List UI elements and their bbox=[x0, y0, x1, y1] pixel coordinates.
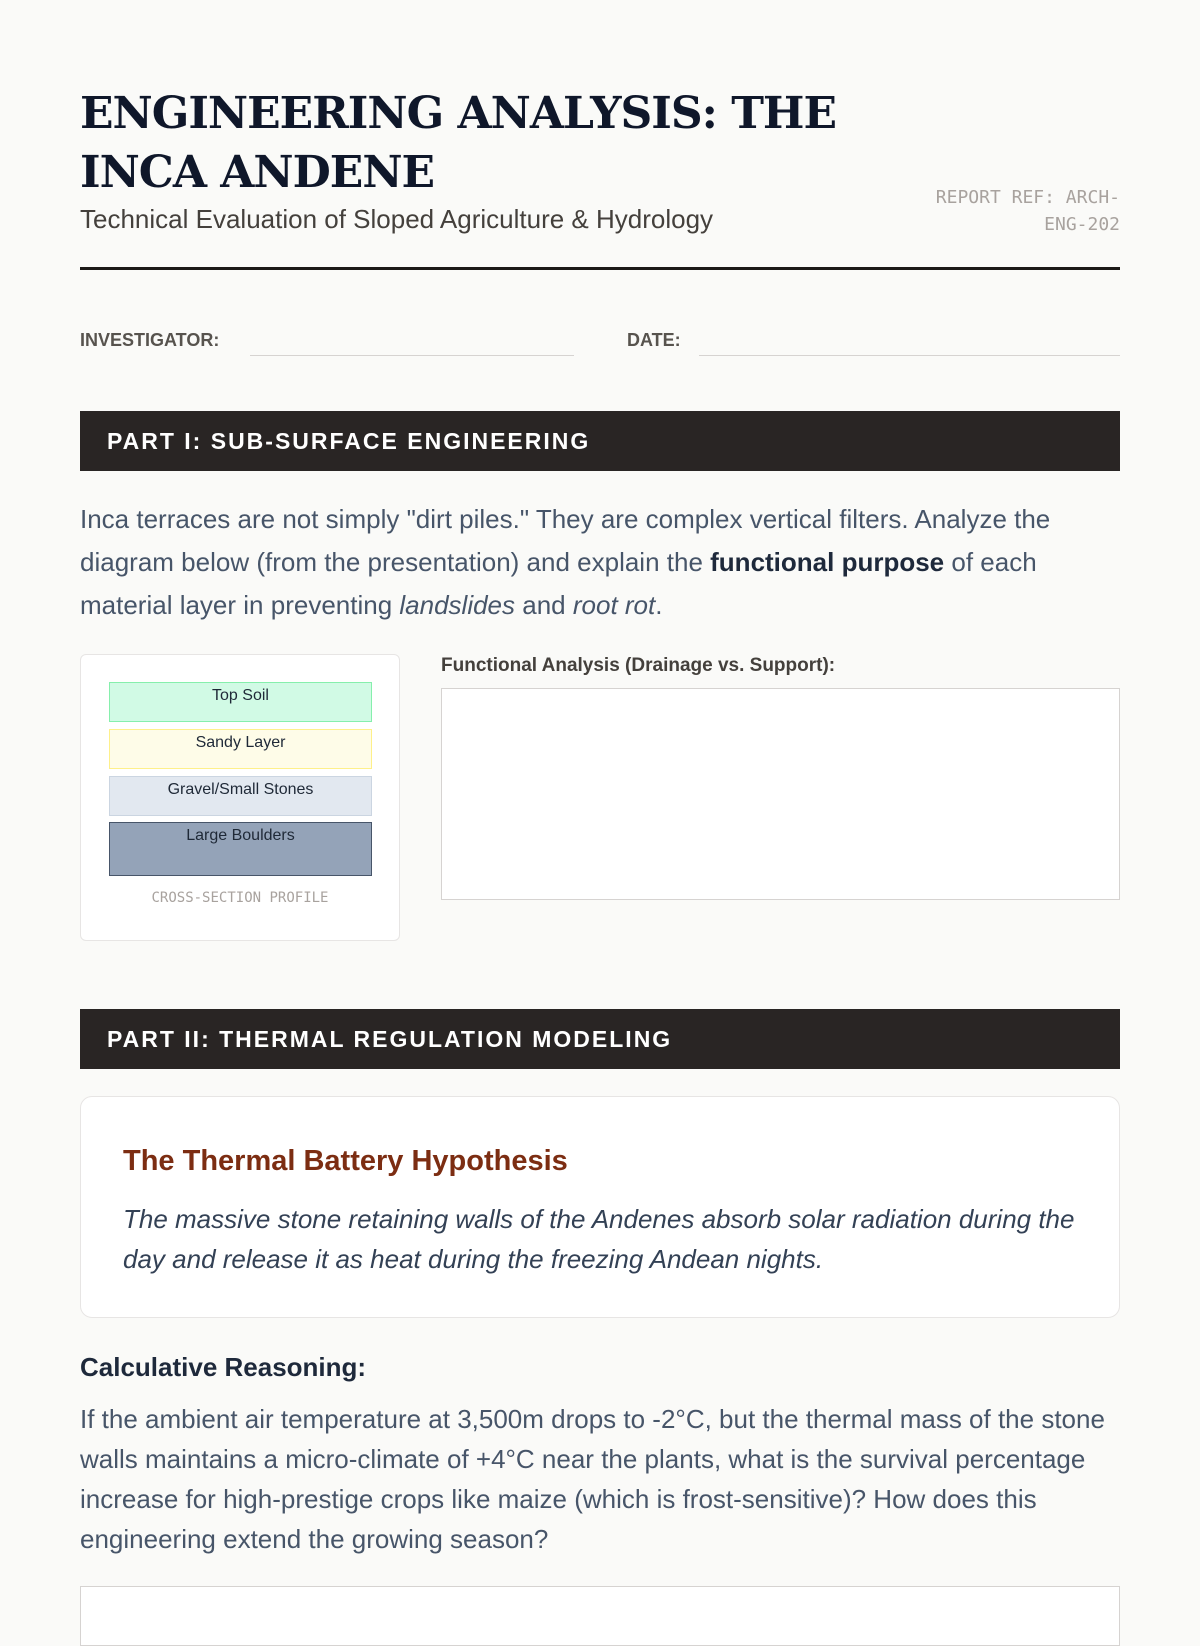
intro-text: . bbox=[655, 590, 663, 620]
intro-text: Inca terraces are not simply "dirt piles." They are complex vertical filters. Analyze the diagram below (from the presentation) and explain the bbox=[80, 504, 1051, 577]
intro-bold: functional purpose bbox=[710, 547, 945, 577]
intro-text: and bbox=[515, 590, 573, 620]
date-field[interactable] bbox=[699, 355, 1120, 356]
cross-section-diagram bbox=[80, 654, 400, 941]
card-text: The massive stone retaining walls of the Andenes absorb solar radiation during the day and release it as heat during the freezing Andean nights. bbox=[123, 1204, 1075, 1274]
analysis-textarea[interactable] bbox=[441, 688, 1120, 900]
diagram-caption: CROSS-SECTION PROFILE bbox=[151, 890, 329, 906]
layer-boulders: Large Boulders bbox=[109, 822, 372, 876]
meta-fields bbox=[80, 326, 1120, 356]
layer-sandy: Sandy Layer bbox=[109, 729, 372, 769]
layer-gravel: Gravel/Small Stones bbox=[109, 776, 372, 816]
intro-em: root rot bbox=[572, 590, 656, 620]
layer-top-soil: Top Soil bbox=[109, 682, 372, 722]
part1-intro bbox=[80, 498, 1120, 627]
intro-text: of each material layer in preventing bbox=[80, 547, 1037, 620]
date-label: DATE: bbox=[627, 330, 681, 350]
page-title: ENGINEERING ANALYSIS: THE INCA ANDENE bbox=[80, 88, 837, 198]
analysis-label: Functional Analysis (Drainage vs. Support): bbox=[441, 655, 836, 676]
intro-em: landslides bbox=[399, 590, 516, 620]
investigator-field[interactable] bbox=[250, 355, 574, 356]
calc-question: If the ambient air temperature at 3,500m drops to -2°C, but the thermal mass of the stone walls maintains a micro-climate of +4°C near the plants, what is the survival percentage increase for high-prestige crops like maize (which is frost-sensitive)? How does this engineering extend the growing season? bbox=[80, 1404, 1105, 1554]
section-header-part2: PART II: THERMAL REGULATION MODELING bbox=[80, 1009, 1120, 1069]
calc-label: Calculative Reasoning: bbox=[80, 1352, 367, 1382]
investigator-label: INVESTIGATOR: bbox=[80, 330, 220, 350]
section-header-part1: PART I: SUB-SURFACE ENGINEERING bbox=[80, 411, 1120, 471]
report-ref: REPORT REF: ARCH-ENG-202 bbox=[935, 187, 1120, 235]
hypothesis-card bbox=[80, 1096, 1120, 1318]
card-title: The Thermal Battery Hypothesis bbox=[123, 1145, 568, 1177]
header bbox=[80, 84, 1120, 270]
page-subtitle: Technical Evaluation of Sloped Agriculture & Hydrology bbox=[80, 204, 714, 234]
calc-answer-box[interactable] bbox=[80, 1586, 1120, 1646]
